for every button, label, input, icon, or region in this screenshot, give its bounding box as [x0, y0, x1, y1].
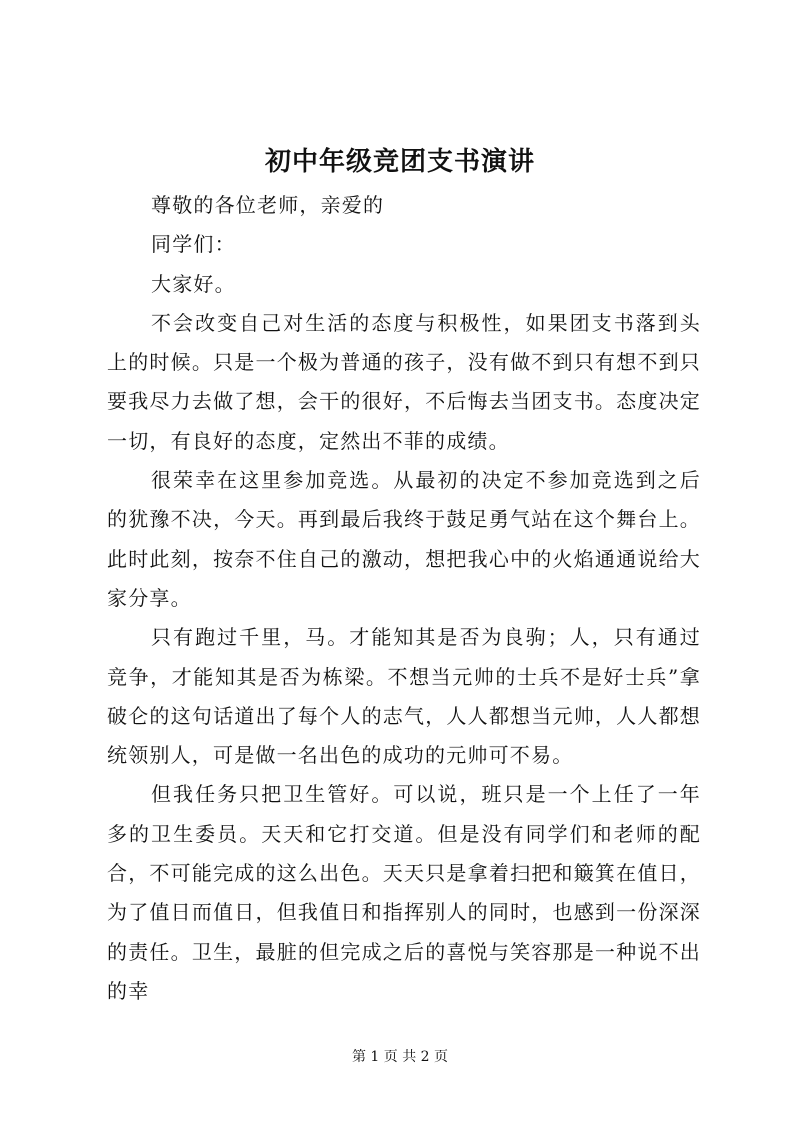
paragraph-hygiene: 但我任务只把卫生管好。可以说，班只是一个上任了一年多的卫生委员。天天和它打交道。但是没有同学们和老师的配合，不可能完成的这么出色。天天只是拿着扫把和簸箕在值日，为了值日而值日，但我值日和指挥别人的同时，也感到一份深深的责任。卫生，最脏的但完成之后的喜悦与笑容那是一种说不出的幸 — [107, 782, 701, 1003]
document-body — [107, 186, 701, 1011]
paragraph-attitude: 不会改变自己对生活的态度与积极性，如果团支书落到头上的时候。只是一个极为普通的孩子，没有做不到只有想不到只要我尽力去做了想，会干的很好，不后悔去当团支书。态度决定一切，有良好的态度，定然出不菲的成绩。 — [107, 310, 701, 453]
paragraph-honor: 很荣幸在这里参加竞选。从最初的决定不参加竞选到之后的犹豫不决，今天。再到最后我终于鼓足勇气站在这个舞台上。此时此刻，按奈不住自己的激动，想把我心中的火焰通通说给大家分享。 — [107, 468, 701, 610]
paragraph-competition: 只有跑过千里，马。才能知其是否为良驹；人，只有通过竞争，才能知其是否为栋梁。不想当元帅的士兵不是好士兵”拿破仑的这句话道出了每个人的志气，人人都想当元帅，人人都想统领别人，可是做一名出色的成功的元帅可不易。 — [107, 625, 701, 768]
page-footer: 第 1 页 共 2 页 — [351, 1049, 449, 1065]
paragraph-hello: 大家好。 — [151, 271, 236, 296]
document-title: 初中年级竞团支书演讲 — [264, 147, 535, 177]
paragraph-greeting-continued: 同学们： — [151, 232, 236, 257]
paragraph-greeting: 尊敬的各位老师，亲爱的 — [151, 193, 385, 217]
